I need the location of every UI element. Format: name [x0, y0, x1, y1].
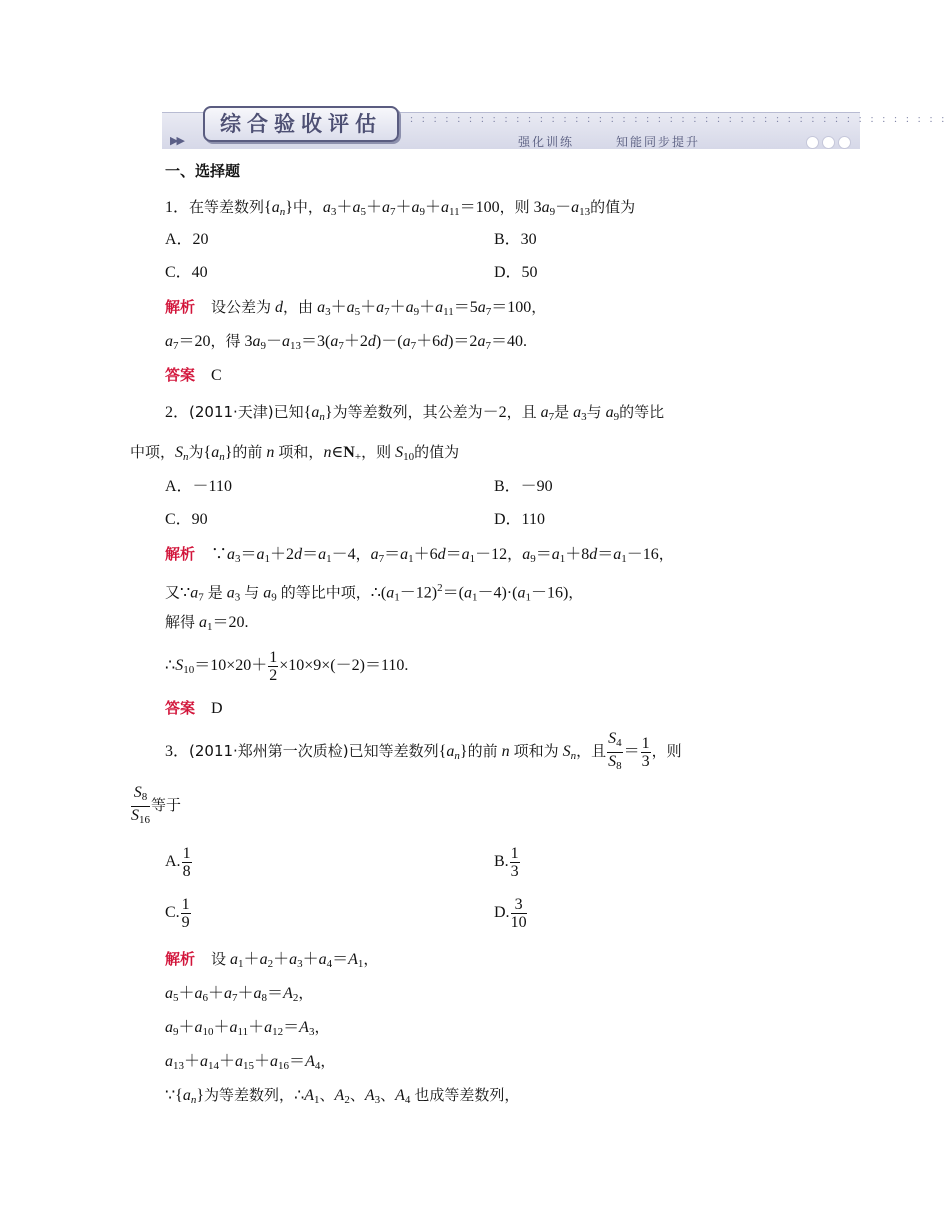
question-1-analysis-line-2: $a_7=20$，得 $3a_9-a_{13}=3(a_7+2d)-(a_7+6d)=2a_7=40$.	[165, 332, 527, 352]
analysis-label: 解析	[165, 298, 196, 316]
fraction-s4-over-s8: $\frac{S_4}{S_8}$	[608, 730, 622, 772]
question-2-option-b: B．－90	[494, 478, 553, 495]
question-3-stem-line-2: $\frac{S_8}{S_{16}}$ 等于	[130, 784, 181, 829]
fraction-one-half: $\frac{1}{2}$	[269, 648, 278, 684]
question-2-option-d: D．110	[494, 511, 545, 528]
question-2-analysis-line-4: $\therefore S_{10}=10\times 20+$ $\frac{1}{2}$ ×10×9×(－2)＝110.	[165, 648, 409, 684]
question-1-answer: 答案 C	[165, 366, 222, 384]
question-1-option-b: B．30	[494, 231, 537, 248]
question-2-analysis-line-3: 解得 $a_1=20$.	[165, 613, 249, 633]
question-3-option-d: D. $\frac{3}{10}$	[494, 895, 527, 931]
question-1-stem: 1．在等差数列$\{a_n\}$中，$a_3+a_5+a_7+a_9+a_{11}=100$，则 $3a_9-a_{13}$的值为	[165, 198, 636, 218]
double-arrow-icon: ▶▶	[170, 135, 183, 147]
question-3-option-b: B. $\frac{1}{3}$	[494, 844, 519, 880]
section-title-box: 综合验收评估	[203, 106, 399, 142]
question-2-option-c: C．90	[165, 511, 208, 528]
question-3-analysis-line-3: $a_9+a_{10}+a_{11}+a_{12}=A_3$，	[165, 1018, 330, 1038]
decorative-circles-icon	[806, 136, 854, 154]
question-2-analysis-line-2: 又$\because a_7$ 是 $a_3$ 与 $a_9$ 的等比中项，$\therefore(a_1-12)^2=(a_1-4)\cdot(a_1-16)$，	[165, 582, 584, 604]
question-3-analysis-line-2: $a_5+a_6+a_7+a_8=A_2$，	[165, 984, 314, 1004]
question-3-option-c: C. $\frac{1}{9}$	[165, 895, 190, 931]
question-3-analysis-line-5: $\because\{a_n\}$为等差数列，$\therefore A_1$、$A_2$、$A_3$、$A_4$ 也成等差数列，	[165, 1086, 520, 1106]
question-3-stem-line-1: 3．(2011·郑州第一次质检)已知等差数列$\{a_n\}$的前 n 项和为 $S_n$，且 $\frac{S_4}{S_8}$ ＝ $\frac{1}{3}$ ，则	[165, 730, 682, 776]
question-2-stem-line-2: 中项，$S_n$为$\{a_n\}$的前 n 项和，$n\in N_+$，则 $S_{10}$的值为	[130, 443, 460, 463]
question-2-option-a: A．－110	[165, 478, 232, 495]
question-3-option-a: A. $\frac{1}{8}$	[165, 844, 191, 880]
question-3-analysis-line-4: $a_{13}+a_{14}+a_{15}+a_{16}=A_4$，	[165, 1052, 336, 1072]
fraction-s8-over-s16: $\frac{S_8}{S_{16}}$	[131, 784, 150, 826]
question-2-answer: 答案 D	[165, 699, 223, 717]
section-title: 一、选择题	[165, 162, 241, 180]
header-subtitle-right: 知能同步提升	[616, 135, 701, 149]
header-dotted-rule: : : : : : : : : : : : : : : : : : : : : : : : : : : : : : : : : : : : : : : : : : : : : : :	[410, 113, 947, 125]
question-1-analysis-line-1: 解析 设公差为 d，由 $a_3+a_5+a_7+a_9+a_{11}=5a_7=100$，	[165, 298, 547, 318]
question-1-option-c: C．40	[165, 264, 208, 281]
question-1-option-d: D．50	[494, 264, 538, 281]
question-2-analysis-line-1: 解析 $\because a_3=a_1+2d=a_1-4$，$a_7=a_1+6d=a_1-12$，$a_9=a_1+8d=a_1-16$，	[165, 545, 674, 565]
question-2-stem-line-1: 2．(2011·天津)已知$\{a_n\}$为等差数列，其公差为－2，且 $a_7$是 $a_3$与 $a_9$的等比	[165, 403, 665, 423]
question-1-option-a: A．20	[165, 231, 209, 248]
fraction-one-third: $\frac{1}{3}$	[641, 735, 650, 770]
question-3-analysis-line-1: 解析 设 $a_1+a_2+a_3+a_4=A_1$，	[165, 950, 379, 970]
header-subtitle-left: 强化训练	[518, 135, 575, 149]
